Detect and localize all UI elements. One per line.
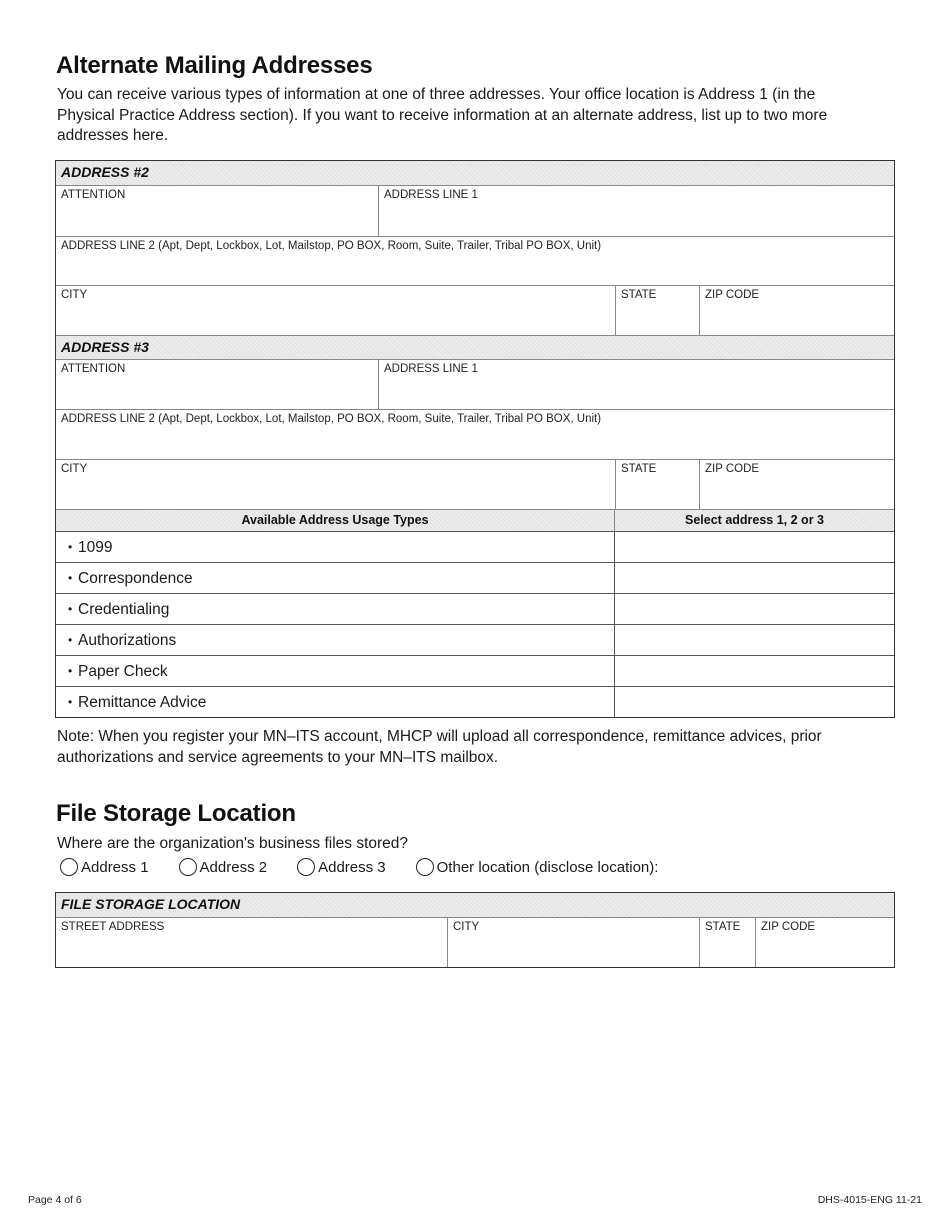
bullet-icon: •	[68, 571, 73, 585]
attention-label: ATTENTION	[61, 189, 126, 201]
usage-type-label: • Authorizations	[56, 625, 615, 655]
address-line1-label: ADDRESS LINE 1	[384, 363, 478, 375]
state-label: STATE	[705, 921, 741, 933]
usage-select-authorizations[interactable]	[615, 625, 894, 655]
street-label: STREET ADDRESS	[61, 921, 165, 933]
usage-type-label: • Correspondence	[56, 563, 615, 593]
address-2-state-field[interactable]	[615, 286, 699, 335]
radio-address-3[interactable]	[297, 858, 386, 876]
storage-street-field[interactable]	[56, 918, 447, 967]
radio-other-location[interactable]	[416, 858, 659, 876]
file-storage-table	[55, 892, 895, 968]
address-3-header: ADDRESS #3	[56, 335, 894, 359]
city-label: CITY	[61, 463, 88, 475]
zip-label: ZIP CODE	[705, 463, 760, 475]
bullet-icon: •	[68, 633, 73, 647]
radio-circle-icon[interactable]	[60, 858, 78, 876]
mn-its-note: Note: When you register your MN–ITS account, MHCP will upload all correspondence, remittance advices, prior authorizations and service agreements to your MN–ITS mailbox.	[57, 728, 822, 766]
address-2-row-3	[56, 285, 894, 335]
address-2-line1-field[interactable]	[378, 186, 894, 236]
bullet-icon: •	[68, 695, 73, 709]
state-label: STATE	[621, 289, 657, 301]
address-3-city-field[interactable]	[56, 460, 615, 509]
city-label: CITY	[453, 921, 480, 933]
address-line2-label: ADDRESS LINE 2 (Apt, Dept, Lockbox, Lot, Mailstop, PO BOX, Room, Suite, Trailer, Tribal PO BOX, Unit)	[61, 413, 602, 425]
address-line2-label: ADDRESS LINE 2 (Apt, Dept, Lockbox, Lot, Mailstop, PO BOX, Room, Suite, Trailer, Tribal PO BOX, Unit)	[61, 240, 602, 252]
radio-label: Address 3	[318, 858, 386, 876]
zip-label: ZIP CODE	[761, 921, 816, 933]
address-2-zip-field[interactable]	[699, 286, 894, 335]
file-storage-title: File Storage Location	[56, 800, 296, 827]
radio-circle-icon[interactable]	[416, 858, 434, 876]
file-storage-question: Where are the organization's business files stored?	[57, 835, 409, 852]
usage-row-1099	[56, 531, 894, 562]
select-address-column-header: Select address 1, 2 or 3	[685, 513, 824, 527]
usage-row-credentialing	[56, 593, 894, 624]
address-2-row-2	[56, 236, 894, 285]
address-2-header: ADDRESS #2	[56, 161, 894, 185]
address-2-row-1	[56, 185, 894, 236]
usage-type-label: • 1099	[56, 532, 615, 562]
file-storage-options	[60, 858, 688, 876]
radio-address-2[interactable]	[179, 858, 268, 876]
file-storage-table-header: FILE STORAGE LOCATION	[56, 893, 894, 917]
radio-label: Address 1	[81, 858, 149, 876]
address-3-row-1	[56, 359, 894, 409]
form-id: DHS-4015-ENG 11-21	[817, 1194, 922, 1206]
address-3-row-3	[56, 459, 894, 509]
usage-row-remittance-advice	[56, 686, 894, 717]
address-3-row-2	[56, 409, 894, 459]
usage-type-label: • Remittance Advice	[56, 687, 615, 717]
address-3-attention-field[interactable]	[56, 360, 378, 409]
usage-row-paper-check	[56, 655, 894, 686]
bullet-icon: •	[68, 602, 73, 616]
usage-row-correspondence	[56, 562, 894, 593]
bullet-icon: •	[68, 664, 73, 678]
radio-label: Address 2	[199, 858, 268, 876]
address-2-city-field[interactable]	[56, 286, 615, 335]
zip-label: ZIP CODE	[705, 289, 760, 301]
address-2-attention-field[interactable]	[56, 186, 378, 236]
bullet-icon: •	[68, 540, 73, 554]
radio-circle-icon[interactable]	[297, 858, 315, 876]
storage-city-field[interactable]	[447, 918, 699, 967]
radio-address-1[interactable]	[60, 858, 149, 876]
address-3-line2-field[interactable]	[56, 410, 894, 459]
storage-state-field[interactable]	[699, 918, 755, 967]
usage-select-correspondence[interactable]	[615, 563, 894, 593]
alternate-addresses-title: Alternate Mailing Addresses	[56, 52, 373, 79]
alternate-addresses-intro: You can receive various types of information at one of three addresses. Your office location is Address 1 (in the Physical Practice Address section). If you want to receive information at an alternate address, list up to two more addresses here.	[57, 86, 828, 144]
address-3-line1-field[interactable]	[378, 360, 894, 409]
usage-type-label: • Credentialing	[56, 594, 615, 624]
page-number: Page 4 of 6	[28, 1194, 82, 1206]
address-line1-label: ADDRESS LINE 1	[384, 189, 478, 201]
radio-label: Other location (disclose location):	[436, 858, 659, 876]
file-storage-row	[56, 917, 894, 967]
address-3-zip-field[interactable]	[699, 460, 894, 509]
storage-zip-field[interactable]	[755, 918, 894, 967]
radio-circle-icon[interactable]	[179, 858, 197, 876]
city-label: CITY	[61, 289, 88, 301]
state-label: STATE	[621, 463, 657, 475]
usage-type-label: • Paper Check	[56, 656, 615, 686]
usage-select-remittance-advice[interactable]	[615, 687, 894, 717]
usage-select-paper-check[interactable]	[615, 656, 894, 686]
usage-row-authorizations	[56, 624, 894, 655]
attention-label: ATTENTION	[61, 363, 126, 375]
usage-types-column-header: Available Address Usage Types	[56, 510, 615, 531]
alternate-addresses-table	[55, 160, 895, 718]
address-3-state-field[interactable]	[615, 460, 699, 509]
usage-select-1099[interactable]	[615, 532, 894, 562]
address-2-line2-field[interactable]	[56, 237, 894, 285]
usage-select-credentialing[interactable]	[615, 594, 894, 624]
usage-table-header	[56, 509, 894, 531]
